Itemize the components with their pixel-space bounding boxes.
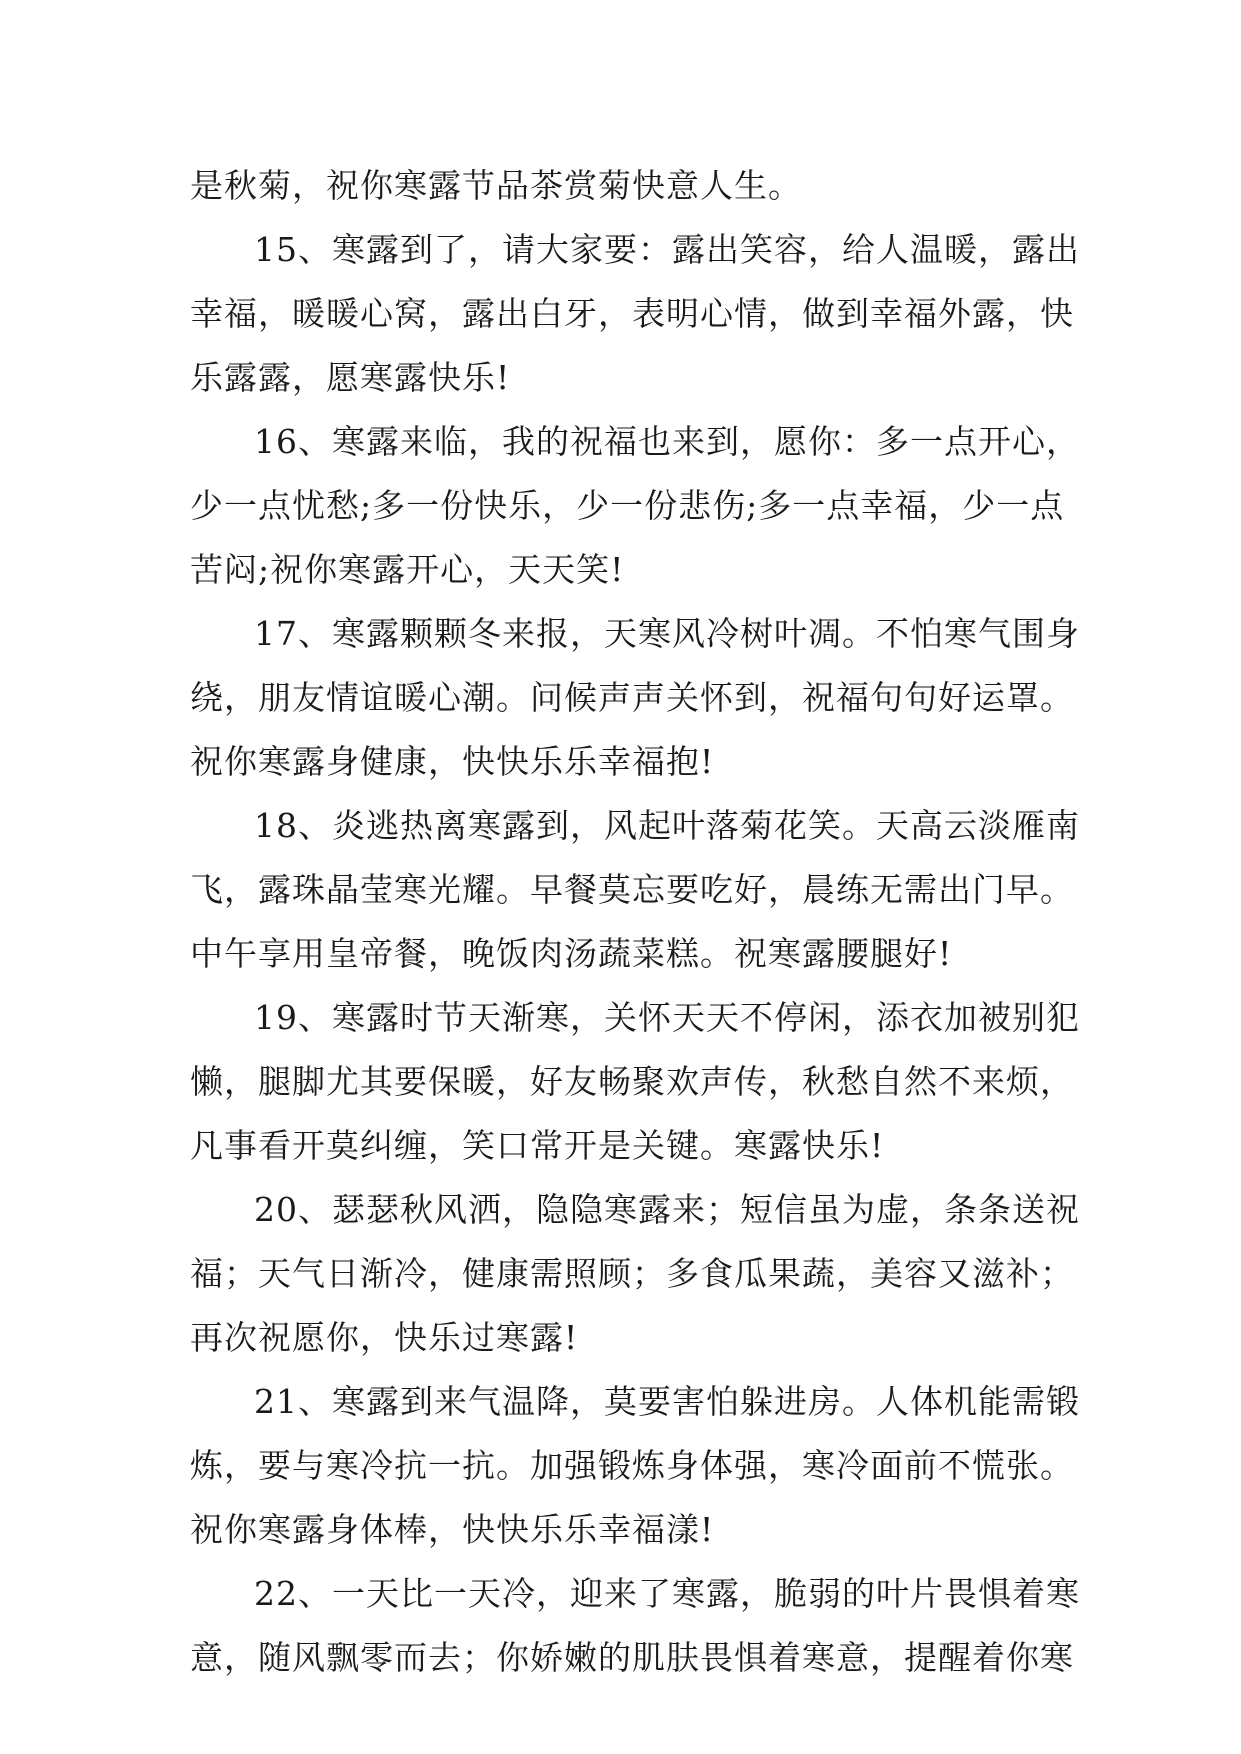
paragraph-19-line-2: 懒，腿脚尤其要保暖，好友畅聚欢声传，秋愁自然不来烦， bbox=[190, 1062, 1074, 1101]
paragraph-16-line-2: 少一点忧愁;多一份快乐，少一份悲伤;多一点幸福，少一点 bbox=[190, 486, 1065, 525]
paragraph-20-line-3: 再次祝愿你，快乐过寒露! bbox=[190, 1318, 579, 1357]
paragraph-19-line-1: 19、寒露时节天渐寒，关怀天天不停闲，添衣加被别犯 bbox=[254, 998, 1080, 1037]
paragraph-20-line-1: 20、瑟瑟秋风洒，隐隐寒露来；短信虽为虚，条条送祝 bbox=[254, 1190, 1080, 1229]
paragraph-21-line-2: 炼，要与寒冷抗一抗。加强锻炼身体强，寒冷面前不慌张。 bbox=[190, 1446, 1074, 1485]
text-line: 是秋菊，祝你寒露节品茶赏菊快意人生。 bbox=[190, 166, 802, 205]
paragraph-17-line-3: 祝你寒露身健康，快快乐乐幸福抱! bbox=[190, 742, 715, 781]
paragraph-17-line-1: 17、寒露颗颗冬来报，天寒风冷树叶凋。不怕寒气围身 bbox=[254, 614, 1080, 653]
paragraph-16-line-1: 16、寒露来临，我的祝福也来到，愿你：多一点开心， bbox=[254, 422, 1080, 461]
paragraph-18-line-1: 18、炎逃热离寒露到，风起叶落菊花笑。天高云淡雁南 bbox=[254, 806, 1080, 845]
paragraph-15-line-3: 乐露露，愿寒露快乐! bbox=[190, 358, 511, 397]
paragraph-19-line-3: 凡事看开莫纠缠，笑口常开是关键。寒露快乐! bbox=[190, 1126, 885, 1165]
paragraph-18-line-2: 飞，露珠晶莹寒光耀。早餐莫忘要吃好，晨练无需出门早。 bbox=[190, 870, 1074, 909]
text-body bbox=[190, 154, 1080, 1690]
paragraph-21-line-3: 祝你寒露身体棒，快快乐乐幸福漾! bbox=[190, 1510, 715, 1549]
paragraph-16-line-3: 苦闷;祝你寒露开心，天天笑! bbox=[190, 550, 625, 589]
paragraph-18-line-3: 中午享用皇帝餐，晚饭肉汤蔬菜糕。祝寒露腰腿好! bbox=[190, 934, 953, 973]
paragraph-20-line-2: 福；天气日渐冷，健康需照顾；多食瓜果蔬，美容又滋补； bbox=[190, 1254, 1074, 1293]
paragraph-21-line-1: 21、寒露到来气温降，莫要害怕躲进房。人体机能需锻 bbox=[254, 1382, 1080, 1421]
paragraph-15-line-1: 15、寒露到了，请大家要：露出笑容，给人温暖，露出 bbox=[254, 230, 1080, 269]
paragraph-22-line-1: 22、一天比一天冷，迎来了寒露，脆弱的叶片畏惧着寒 bbox=[254, 1574, 1080, 1613]
paragraph-15-line-2: 幸福，暖暖心窝，露出白牙，表明心情，做到幸福外露，快 bbox=[190, 294, 1074, 333]
paragraph-22-line-2: 意，随风飘零而去；你娇嫩的肌肤畏惧着寒意，提醒着你寒 bbox=[190, 1638, 1074, 1677]
paragraph-17-line-2: 绕，朋友情谊暖心潮。问候声声关怀到，祝福句句好运罩。 bbox=[190, 678, 1074, 717]
